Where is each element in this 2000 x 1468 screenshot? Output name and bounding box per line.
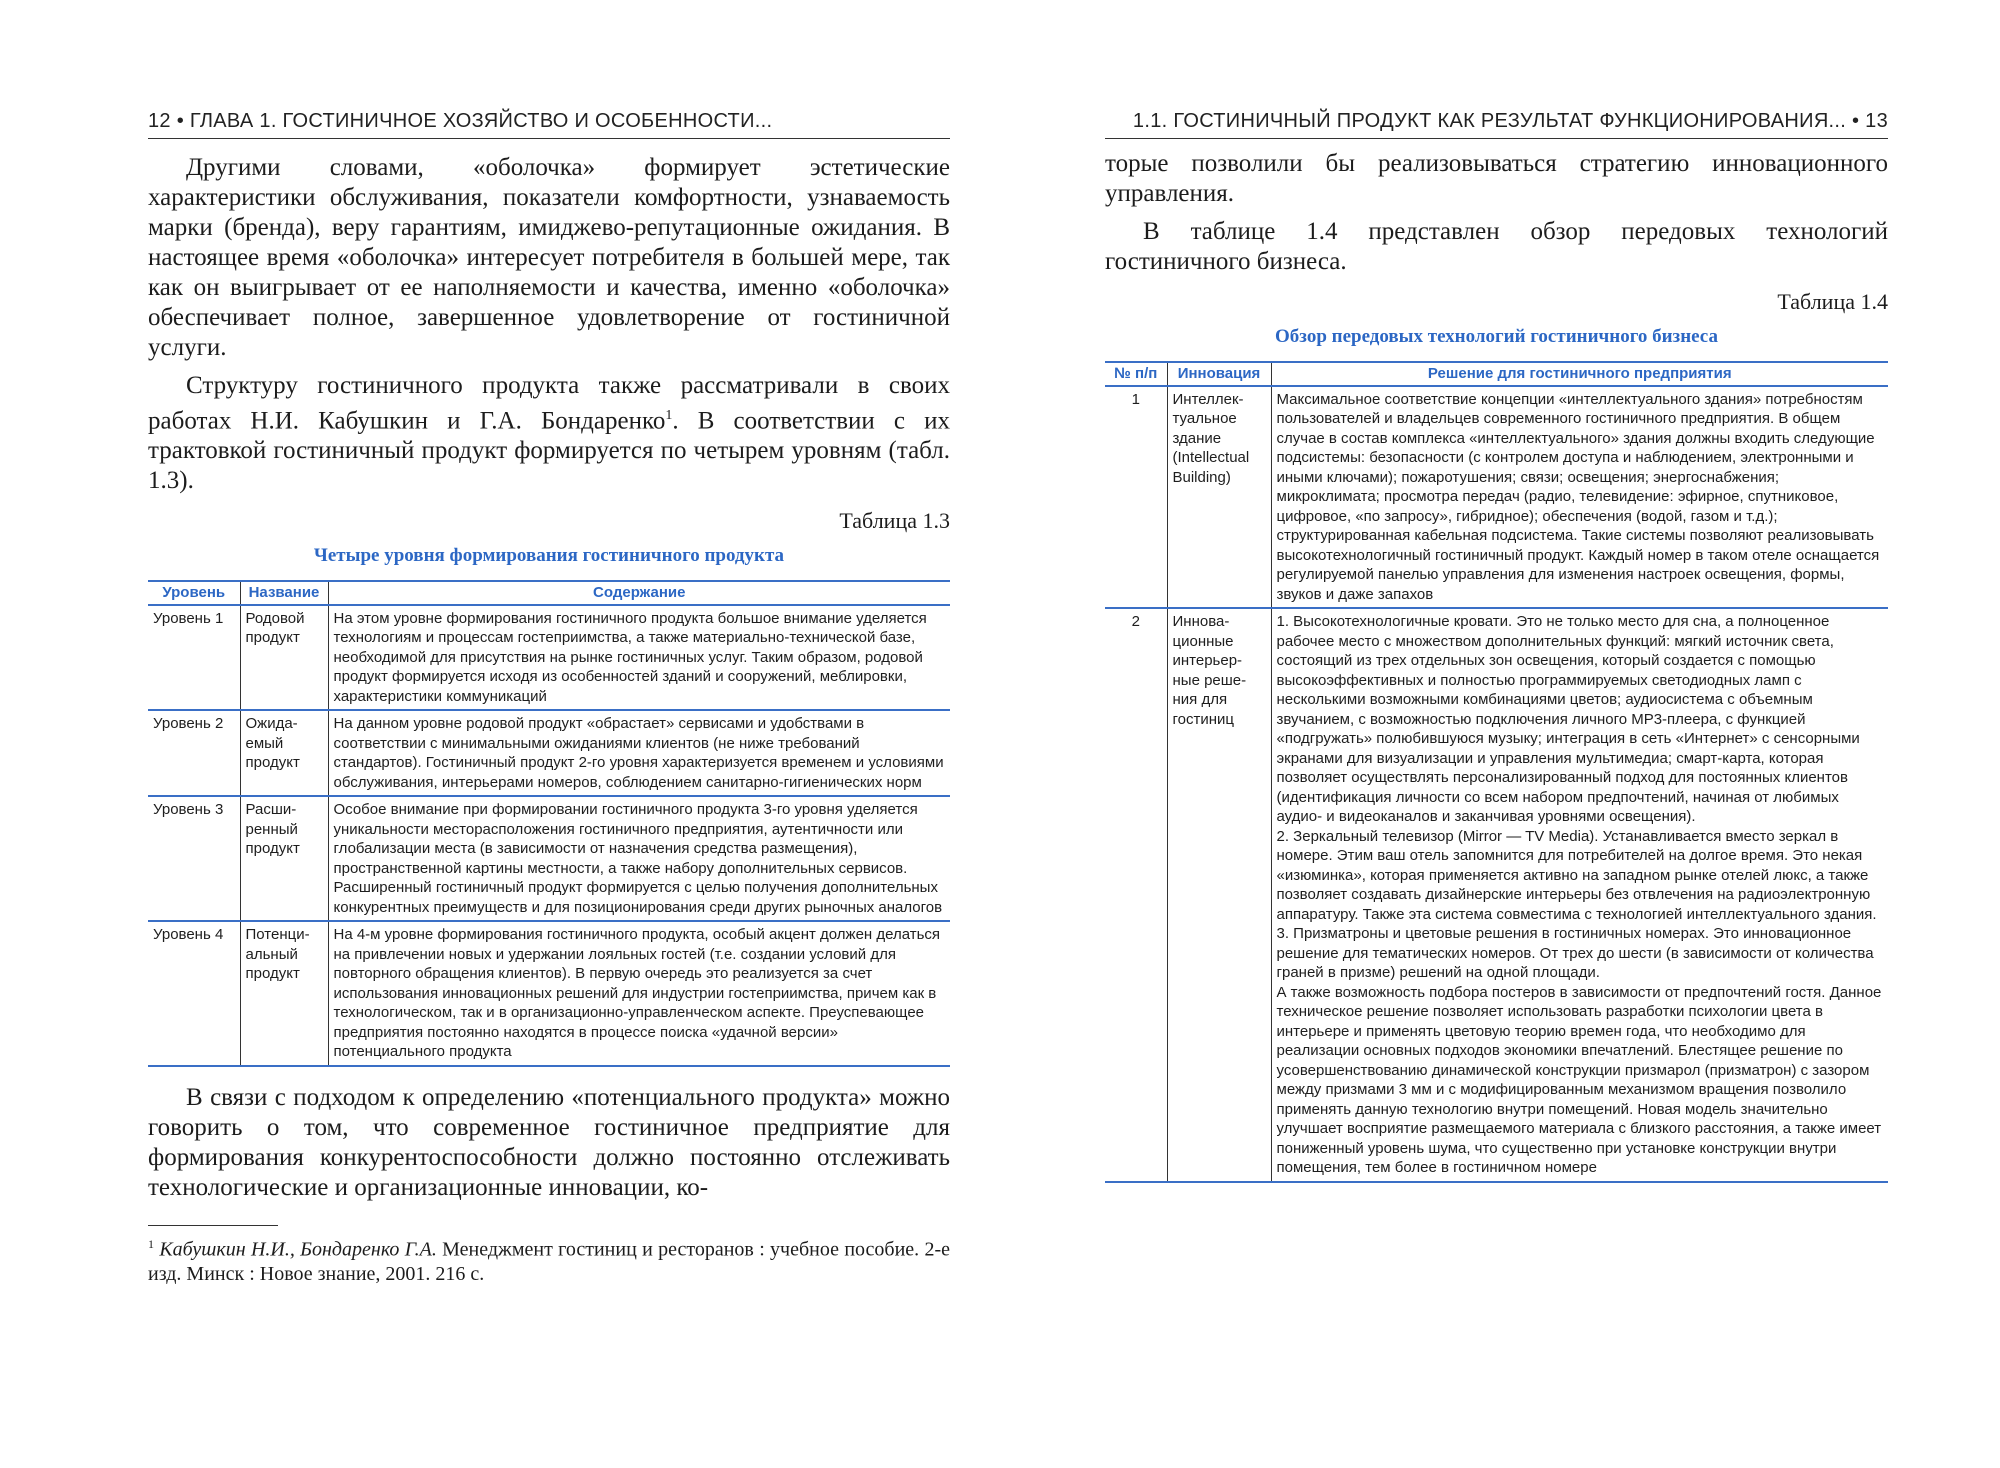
- right-paragraph-1: торые позволили бы реализовываться стратегию инновационного управления.: [1105, 150, 1888, 207]
- right-paragraph-2: В таблице 1.4 представлен обзор передовых технологий гостиничного бизнеса.: [1105, 218, 1888, 275]
- table-header-row: [1105, 362, 1888, 386]
- footnote-divider: [148, 1225, 278, 1226]
- table-1-4: [1105, 361, 1888, 1183]
- table-row: [148, 796, 950, 921]
- name-cell: Потенци- альный продукт: [240, 921, 328, 1066]
- table-row: [148, 605, 950, 711]
- content-cell: На этом уровне формирования гостиничного продукта большое внимание уделяется технологиям и процессам гостеприимства, а также материально-технической базе, необходимой для присутствия на рынке гостиничных услуг. Таким образом, родовой продукт формируется исходя из особенностей зданий и сооружений, меблировки, характеристики коммуникаций: [328, 605, 950, 711]
- content-cell: Особое внимание при формировании гостиничного продукта 3-го уровня уделяется уникальности месторасположения гостиничного предприятия, аутентичности или глобализации места (в зависимости от назначения средства размещения), пространственной картины местности, а также набору дополнительных сервисов. Расширенный гостиничный продукт формируется с целью получения дополнительных конкурентных преимуществ и для позиционирования среди других рыночных аналогов: [328, 796, 950, 921]
- footnote-reference: 1: [665, 408, 673, 423]
- left-paragraph-3: В связи с подходом к определению «потенциального продукта» можно говорить о том, что современное гостиничное предприятие для формирования конкурентоспособности должно постоянно отслеживать технологические и организационные инновации, ко-: [148, 1083, 950, 1201]
- solution-cell: Максимальное соответствие концепции «интеллектуального здания» потребностям пользователей и владельцев современного гостиничного предприятия. В общем случае в состав комплекса «интеллектуального» здания должны входить следующие подсистемы: безопасности (с контролем доступа и наблюдением, электронными и иными ключами); пожаротушения; связи; освещения; энергоснабжения; микроклимата; просмотра передач (радио, телевидение: эфирное, спутниковое, цифровое, «по запросу», гибридное); обеспечения (водой, газом и т.д.); структурированная кабельная подсистема. Такие системы позволяют реализовывать высокотехнологичный гостиничный продукт. Каждый номер в таком отеле оснащается регулируемой панелью управления для изменения настроек освещения, формы, звуков и даже запахов: [1271, 386, 1888, 609]
- name-cell: Родовой продукт: [240, 605, 328, 711]
- left-paragraph-2: [148, 371, 950, 496]
- table-1-4-label: Таблица 1.4: [1777, 289, 1888, 314]
- table-1-4-title: Обзор передовых технологий гостиничного бизнеса: [1275, 326, 1718, 347]
- table-row: [148, 710, 950, 796]
- content-cell: На 4-м уровне формирования гостиничного продукта, особый акцент должен делаться на привлечении новых и удержании лояльных гостей (т.е. создании условий для повторного обращения клиентов). В первую очередь это реализуется за счет использования инновационных решений для индустрии гостеприимства, причем как в технологическом, так и в организационно-управленческом аспекте. Преуспевающее предприятия постоянно находятся в процессе поиска «удачной версии» потенциального продукта: [328, 921, 950, 1066]
- table-header-level: Уровень: [148, 581, 240, 605]
- content-cell: На данном уровне родовой продукт «обрастает» сервисами и удобствами в соответствии с минимальными ожиданиями клиентов (не ниже требований стандартов). Гостиничный продукт 2-го уровня характеризуется временем и условиями обслуживания, интерьерами номеров, соблюдением санитарно-гигиенических норм: [328, 710, 950, 796]
- table-header-name: Название: [240, 581, 328, 605]
- innovation-cell: Интеллек- туальное здание (Intellectual Building): [1167, 386, 1271, 609]
- left-paragraph-2-end: . В соответствии с их трактовкой гостиничный продукт формируется по четырем уровням (табл. 1.3).: [148, 407, 950, 495]
- solution-cell: 1. Высокотехнологичные кровати. Это не только место для сна, а полноценное рабочее место с множеством дополнительных функций: мягкий источник света, состоящий из трех отдельных зон освещения, который создается с помощью высокоэффективных и полностью программируемых светодиодных ламп с несколькими возможными комбинациями цветов; аудиосистема с объемным звучанием, с возможностью подключения личного MP3-плеера, с функцией «подгружать» полюбившуюся музыку; интеграция в сеть «Интернет» с сенсорными экранами для визуализации и управления мультимедиа; смарт-карта, которая позволяет осуществлять персонализированный подход для постоянных клиентов (идентификация личности со всем набором предпочтений, начиная от любимых аудио- и видеоканалов и заканчивая уровнями освещения). 2. Зеркальный телевизор (Mirror — TV Media). Устанавливается вместо зеркал в номере. Этим ваш отель запомнится для потребителей на долгое время. Это некая «изюминка», которая применяется активно на западном рынке отелей люкс, а также позволяет создавать дизайнерские интерьеры без отвлечения на радиоэлектронную аппаратуру. Также эта система совместима с технологией интеллектуального здания. 3. Призматроны и цветовые решения в гостиничных номерах. Это инновационное решение для тематических номеров. От трех до шести (в зависимости от количества граней в призме) решений на одной площади. А также возможность подбора постеров в зависимости от предпочтений гостя. Данное техническое решение позволяет использовать разработки психологии цвета в интерьере и применять цветовую теорию времен года, что необходимо для реализации основных подходов экономики впечатлений. Блестящее решение по усовершенствованию динамической конструкции призмарол (призматрон) с зазором между призмами 3 мм и с модифицированным механизмом вращения позволило применять данную технологию внутри помещений. Новая модель значительно улучшает восприятие размещаемого материала с близкого расстояния, а также имеет пониженный уровень шума, что существенно при установке конструкции внутри помещения, тем более в гостиничном номере: [1271, 608, 1888, 1182]
- left-paragraph-1: Другими словами, «оболочка» формирует эстетические характеристики обслуживания, показатели комфортности, узнаваемость марки (бренда), веру гарантиям, имиджево-репутационные ожидания. В настоящее время «оболочка» интересует потребителя в большей мере, так как он выигрывает от ее наполняемости и качества, именно «оболочка» обеспечивает полное, завершенное удовлетворение от гостиничной услуги.: [148, 154, 950, 361]
- level-cell: Уровень 4: [148, 921, 240, 1066]
- left-page: [148, 110, 950, 1410]
- table-1-3-label: Таблица 1.3: [839, 508, 950, 534]
- table-1-3-title: Четыре уровня формирования гостиничного продукта: [313, 545, 785, 567]
- footnote-text: Менеджмент гостиниц и ресторанов : учебное пособие. 2-е изд. Минск : Новое знание, 2001. 216 с.: [148, 1238, 951, 1286]
- name-cell: Ожида- емый продукт: [240, 710, 328, 796]
- running-head-left: 12 • ГЛАВА 1. ГОСТИНИЧНОЕ ХОЗЯЙСТВО И ОСОБЕННОСТИ...: [148, 110, 950, 139]
- level-cell: Уровень 1: [148, 605, 240, 711]
- footnote-authors: Кабушкин Н.И., Бондаренко Г.А.: [159, 1238, 437, 1261]
- footnote: [148, 1232, 950, 1288]
- number-cell: 2: [1105, 608, 1167, 1182]
- right-page: [1105, 110, 1888, 1410]
- level-cell: Уровень 3: [148, 796, 240, 921]
- innovation-cell: Иннова- ционные интерьер- ные реше- ния для гостиниц: [1167, 608, 1271, 1182]
- table-row: [1105, 608, 1888, 1182]
- running-head-right: 1.1. ГОСТИНИЧНЫЙ ПРОДУКТ КАК РЕЗУЛЬТАТ ФУНКЦИОНИРОВАНИЯ... • 13: [1105, 110, 1888, 139]
- table-row: [1105, 386, 1888, 609]
- left-paragraph-2-start: Структуру гостиничного продукта также рассматривали в своих работах Н.И. Кабушкин и Г.А. Бондаренко: [148, 372, 950, 435]
- table-header-number: № п/п: [1105, 362, 1167, 386]
- table-header-content: Содержание: [328, 581, 950, 605]
- table-header-solution: Решение для гостиничного предприятия: [1271, 362, 1888, 386]
- number-cell: 1: [1105, 386, 1167, 609]
- name-cell: Расши- ренный продукт: [240, 796, 328, 921]
- table-row: [148, 921, 950, 1066]
- footnote-mark: 1: [148, 1236, 154, 1251]
- level-cell: Уровень 2: [148, 710, 240, 796]
- table-1-3: [148, 580, 950, 1067]
- table-header-innovation: Инновация: [1167, 362, 1271, 386]
- table-header-row: [148, 581, 950, 605]
